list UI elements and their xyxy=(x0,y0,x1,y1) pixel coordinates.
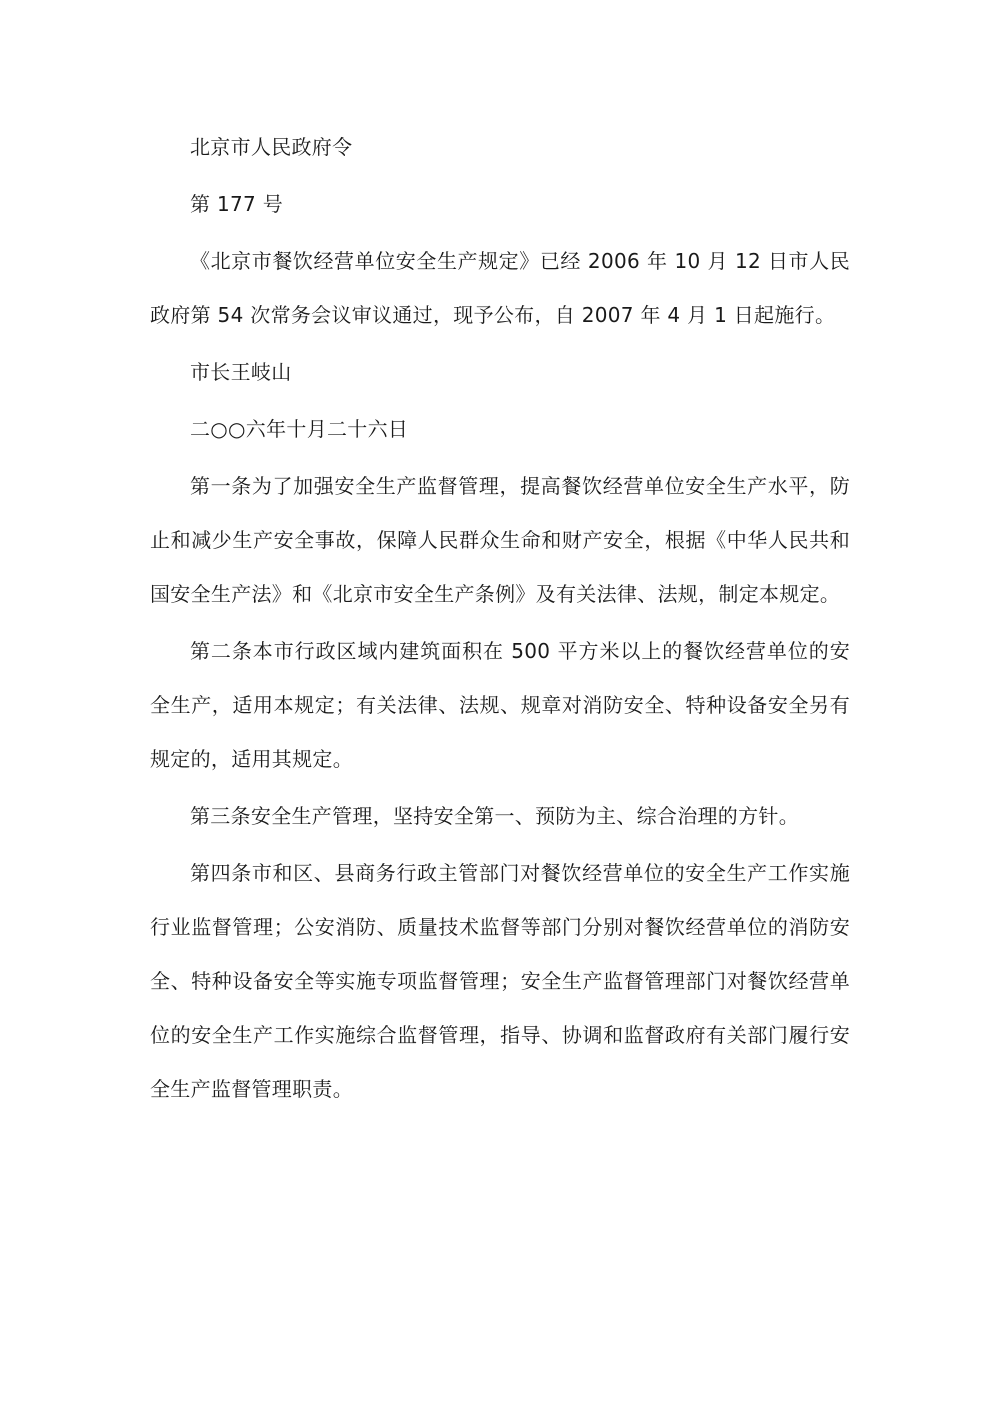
decree-number: 第 177 号 xyxy=(190,192,283,216)
article-3: 第三条安全生产管理，坚持安全第一、预防为主、综合治理的方针。 xyxy=(190,804,799,828)
issue-date: 二○○六年十月二十六日 xyxy=(190,417,409,441)
document-page xyxy=(150,120,850,1116)
decree-issuer: 北京市人民政府令 xyxy=(190,135,353,159)
promulgation-paragraph: 《北京市餐饮经营单位安全生产规定》已经 2006 年 10 月 12 日市人民政府第 54 次常务会议审议通过，现予公布，自 2007 年 4 月 1 日起施行。 xyxy=(150,249,850,327)
article-2: 第二条本市行政区域内建筑面积在 500 平方米以上的餐饮经营单位的安全生产，适用本规定；有关法律、法规、规章对消防安全、特种设备安全另有规定的，适用其规定。 xyxy=(150,639,850,771)
signatory: 市长王岐山 xyxy=(190,360,292,384)
article-1: 第一条为了加强安全生产监督管理，提高餐饮经营单位安全生产水平，防止和减少生产安全事故，保障人民群众生命和财产安全，根据《中华人民共和国安全生产法》和《北京市安全生产条例》及有关法律、法规，制定本规定。 xyxy=(150,474,850,606)
article-4: 第四条市和区、县商务行政主管部门对餐饮经营单位的安全生产工作实施行业监督管理；公安消防、质量技术监督等部门分别对餐饮经营单位的消防安全、特种设备安全等实施专项监督管理；安全生产监督管理部门对餐饮经营单位的安全生产工作实施综合监督管理，指导、协调和监督政府有关部门履行安全生产监督管理职责。 xyxy=(150,861,850,1101)
